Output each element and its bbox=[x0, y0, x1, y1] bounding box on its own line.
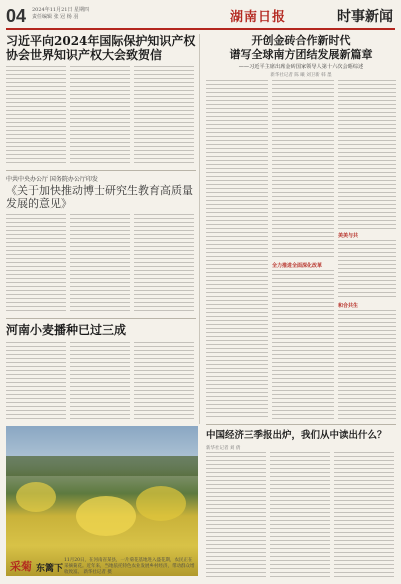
article-body bbox=[206, 80, 268, 420]
subhead: 美美与共 bbox=[338, 233, 359, 239]
article-body bbox=[338, 240, 396, 300]
photo-credit: 新华社记者 摄 bbox=[83, 570, 112, 575]
article-body bbox=[6, 66, 66, 166]
date-line: 2024年11月21日 星期四 bbox=[32, 7, 90, 13]
article-body bbox=[70, 342, 130, 420]
article-title-brics: 开创金砖合作新时代 bbox=[251, 34, 351, 47]
article-body bbox=[272, 270, 334, 420]
photo-title: 东篱下 bbox=[36, 564, 64, 574]
subhead: 和合共生 bbox=[338, 303, 359, 309]
article-body bbox=[338, 80, 396, 230]
section-title: 时事新闻 bbox=[337, 8, 393, 24]
byline: 新华社记者 陈 曦 刘卫新 韩 墨 bbox=[270, 73, 332, 78]
column-separator bbox=[199, 34, 200, 424]
article-body bbox=[272, 80, 334, 260]
article-body bbox=[6, 342, 66, 420]
article-body bbox=[70, 66, 130, 166]
article-title-xi-letter: 习近平向2024年国际保护知识产权协会世界知识产权大会致贺信 bbox=[6, 34, 196, 62]
article-body bbox=[338, 310, 396, 420]
kicker: 中共中央办公厅 国务院办公厅印发 bbox=[6, 176, 98, 183]
article-title-phd-education: 《关于加快推动博士研究生教育高质量发展的意见》 bbox=[6, 184, 193, 210]
header-rule bbox=[6, 28, 395, 30]
subhead: 全力推进全面深化改革 bbox=[272, 263, 323, 269]
article-title-economy: 中国经济三季报出炉，我们从中读出什么？ bbox=[206, 430, 387, 441]
article-body bbox=[6, 214, 66, 314]
photo-caption bbox=[64, 558, 196, 576]
byline: 新华社记者 刘 倩 bbox=[206, 446, 241, 451]
article-body bbox=[134, 214, 194, 314]
editor-line: 责任编辑 张 冠 杨 羽 bbox=[32, 14, 79, 20]
divider bbox=[206, 424, 396, 425]
article-body bbox=[134, 66, 194, 166]
article-body bbox=[206, 452, 266, 578]
article-body bbox=[70, 214, 130, 314]
article-body bbox=[270, 452, 330, 578]
article-body bbox=[334, 452, 394, 578]
issue-date bbox=[32, 7, 89, 21]
article-subtitle: ——习近平主席出席金砖国家领导人第十六次会晤综述 bbox=[238, 64, 364, 70]
newspaper-logo: 湖南日报 bbox=[230, 10, 287, 25]
article-title-brics-2: 谱写全球南方团结发展新篇章 bbox=[229, 48, 373, 61]
divider bbox=[6, 170, 196, 171]
photo-caption-text: 11月20日，在河南省某县，一片菊花基地进入盛花期，农民正在采摘菊花。近年来，当地依托特色农业发展乡村经济，带动群众增收致富。 bbox=[64, 558, 195, 575]
page-number: 04 bbox=[6, 6, 27, 26]
divider bbox=[6, 318, 196, 319]
chrysanthemum-photo bbox=[6, 426, 198, 576]
article-body bbox=[134, 342, 194, 420]
photo-badge: 采菊 bbox=[10, 560, 32, 573]
article-title-wheat: 河南小麦播种已过三成 bbox=[6, 323, 127, 337]
